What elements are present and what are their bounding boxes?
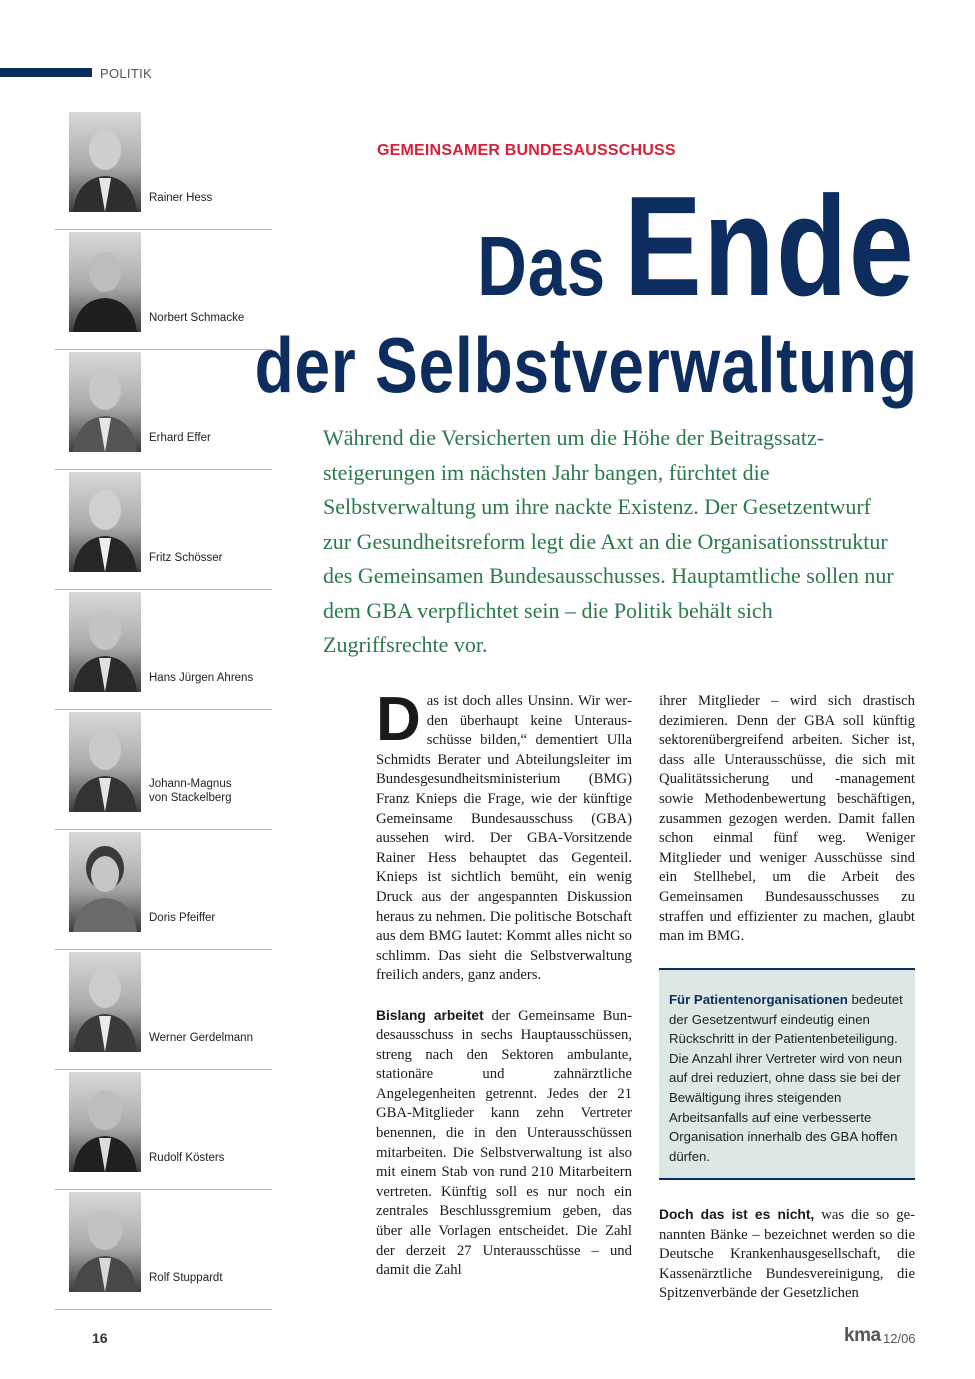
headline-line-1 bbox=[476, 167, 915, 326]
headline-word-ende: Ende bbox=[623, 167, 915, 326]
portrait-photo bbox=[69, 832, 141, 932]
portrait-photo bbox=[69, 232, 141, 332]
person-name: Rudolf Kösters bbox=[149, 1152, 225, 1164]
headline-word-das: Das bbox=[476, 219, 606, 313]
section-color-bar bbox=[0, 68, 92, 77]
person-name: Rainer Hess bbox=[149, 192, 213, 204]
body-paragraph bbox=[376, 1006, 632, 1281]
person-entry bbox=[55, 230, 272, 350]
info-box-heading: Für Patientenorganisationen bbox=[669, 992, 848, 1007]
person-name: Doris Pfeiffer bbox=[149, 912, 216, 924]
body-paragraph bbox=[659, 692, 915, 947]
portrait-photo bbox=[69, 712, 141, 812]
portrait-photo bbox=[69, 112, 141, 212]
run-in-heading: Bislang arbeitet bbox=[376, 1007, 484, 1023]
portrait-photo bbox=[69, 592, 141, 692]
person-name: Werner Gerdelmann bbox=[149, 1032, 253, 1044]
magazine-logo: kma bbox=[844, 1325, 881, 1346]
info-box bbox=[659, 968, 915, 1180]
person-entry bbox=[55, 110, 272, 230]
info-box-text: bedeutet der Gesetzentwurf eindeutig einen Rückschritt in der Patientenbeteiligung. Die Anzahl ihrer Vertreter wird von neun auf drei reduziert, ohne dass sie bei der Bewältigung ihres steigenden Arbeitsanfalls auf eine verbesserte Organisation innerhalb des GBA hoffen dürfen. bbox=[669, 992, 903, 1164]
person-name: Rolf Stuppardt bbox=[149, 1272, 223, 1284]
portrait-photo bbox=[69, 352, 141, 452]
paragraph-text: der Gemeinsame Bundesausschuss in sechs Hauptausschüssen, streng nach den Sektoren ambulante, stationäre und zahnärztliche Angelegenheiten getrennt. Jedes der 21 GBA-Mitglieder kann zehn Vertreter benennen, die in den Unterausschüssen mitarbeiten. Die Selbstverwaltung ist also mit einem Stab von rund 210 Mitarbeitern vertreten. Künftig soll es nur noch ein zentrales Beschlussgremium geben, das über alle Vorlagen entscheidet. Die Zahl der derzeit 27 Unterausschüsse – und damit die Zahl bbox=[376, 1007, 632, 1279]
person-entry bbox=[55, 350, 272, 470]
portrait-photo bbox=[69, 472, 141, 572]
person-name: Norbert Schmacke bbox=[149, 312, 245, 324]
person-name: Fritz Schösser bbox=[149, 552, 223, 564]
run-in-heading: Doch das ist es nicht, bbox=[659, 1207, 815, 1222]
person-entry bbox=[55, 830, 272, 950]
body-column-1 bbox=[376, 685, 632, 1300]
person-name: Hans Jürgen Ahrens bbox=[149, 672, 254, 684]
drop-cap: D bbox=[376, 685, 421, 754]
body-column-2-continued bbox=[659, 1205, 915, 1304]
person-entry bbox=[55, 710, 272, 830]
body-paragraph bbox=[376, 685, 632, 986]
lead-paragraph: Während die Versicherten um die Höhe der Beitragssatzsteigerungen im nächsten Jahr bangen, fürchtet die Selbstverwaltung um ihre nackte Existenz. Der Gesetzentwurf zur Gesundheitsreform legt die Axt an die Organisationsstruktur des Gemeinsamen Bundesausschusses. Hauptamtliche sollen nur dem GBA verpflichtet sein – die Politik behält sich Zugriffsrechte vor. bbox=[323, 425, 894, 657]
people-column bbox=[55, 110, 272, 1310]
body-column-2 bbox=[659, 692, 915, 966]
page-number: 16 bbox=[92, 1330, 108, 1346]
issue-number: 12/06 bbox=[883, 1331, 916, 1346]
article-kicker: GEMEINSAMER BUNDESAUSSCHUSS bbox=[377, 142, 676, 159]
person-name: Johann-Magnus von Stackelberg bbox=[149, 778, 232, 804]
person-entry bbox=[55, 470, 272, 590]
person-entry bbox=[55, 590, 272, 710]
paragraph-text: as ist doch alles Unsinn. Wir werden überhaupt keine Unterausschüsse bilden,“ dementiert Ulla Schmidts Berater und Abteilungsleiter im Bundesgesundheitsministerium (BMG) Franz Knieps die Frage, wie der künftige Gemeinsame Bundesausschuss (GBA) aussehen wird. Der GBA-Vorsitzende Rainer Hess behauptet das Gegenteil. Knieps ist sichtlich bemüht, ein wenig Druck aus der angespannten Diskussion heraus zu nehmen. Die politische Botschaft aus dem BMG lautet: Kommt alles nicht so schlimm. Das sieht die Selbstverwaltung freilich anders, ganz anders. bbox=[376, 693, 632, 984]
portrait-photo bbox=[69, 1192, 141, 1292]
person-entry bbox=[55, 950, 272, 1070]
portrait-photo bbox=[69, 1072, 141, 1172]
section-label: POLITIK bbox=[100, 66, 152, 81]
portrait-photo bbox=[69, 952, 141, 1052]
person-name: Erhard Effer bbox=[149, 432, 211, 444]
headline-line-2: der Selbstverwaltung bbox=[254, 321, 918, 409]
person-entry bbox=[55, 1190, 272, 1310]
person-entry bbox=[55, 1070, 272, 1190]
paragraph-text: was die so genannten Bänke – bezeichnet werden so die Deutsche Krankenhausgesellschaft, die Kassenärztliche Bundesvereinigung, die Spitzenverbände der Gesetzlichen bbox=[659, 1207, 915, 1302]
paragraph-text: ihrer Mitglieder – wird sich drastisch dezimieren. Denn der GBA soll künftig sektorenübergreifend arbeiten. Sicher ist, dass alle Unterausschüsse, die sich mit Qualitätssicherung und -management sowie Methodenbewertung beschäftigen, zusammen gezogen werden. Damit fallen schon einmal fünf weg. Weniger Mitglieder und weniger Ausschüsse sind ein Stellhebel, um die Arbeit des Gemeinsamen Bundesausschusses zu straffen und effizienter zu machen, glaubt man im BMG. bbox=[659, 693, 915, 945]
